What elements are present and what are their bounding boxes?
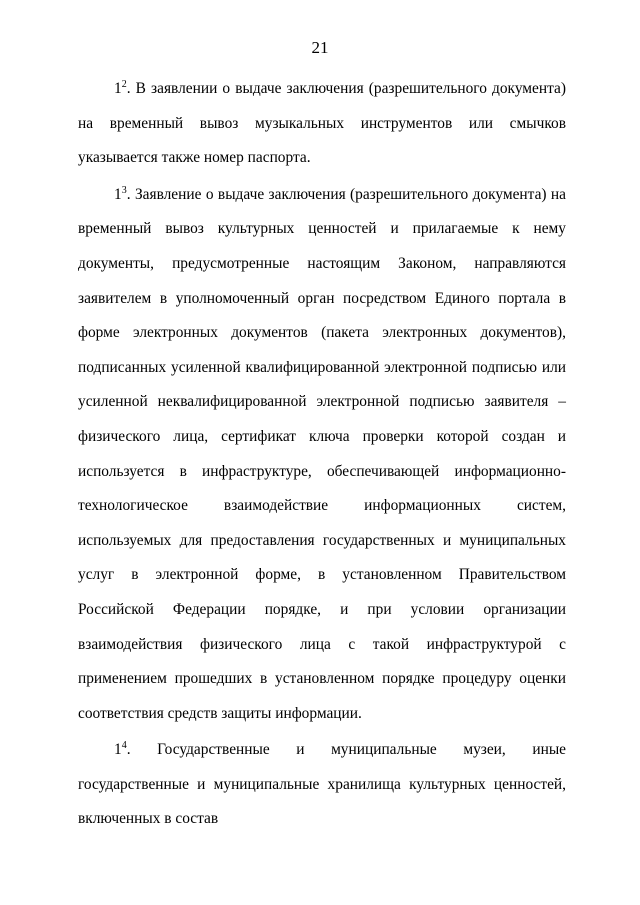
paragraph-text: . Государственные и муниципальные музеи, иные государственные и муниципальные хранилища культурных ценностей, включенных в состав (78, 741, 566, 828)
paragraph-text: . В заявлении о выдаче заключения (разрешительного документа) на временный вывоз музыкальных инструментов или смычков указывается также номер паспорта. (78, 80, 566, 167)
marker-number: 1 (114, 185, 122, 203)
paragraph-text: . Заявление о выдаче заключения (разрешительного документа) на временный вывоз культурных ценностей и прилагаемые к нему документы, предусмотренные настоящим Законом, направляются заявителем в уполномоченный орган посредством Единого портала в форме электронных документов (пакета электронных документов), подписанных усиленной квалифицированной электронной подписью или усиленной неквалифицированной электронной подписью заявителя – физического лица, сертификат ключа проверки которой создан и используется в инфраструктуре, обеспечивающей информационно-технологическое взаимодействие информационных систем, используемых для предоставления государственных и муниципальных услуг в электронной форме, в установленном Правительством Российской Федерации порядке, и при условии организации взаимодействия физического лица с такой инфраструктурой с применением прошедших в установленном порядке процедуру оценки соответствия средств защиты информации. (78, 185, 566, 722)
paragraph-marker (114, 80, 127, 97)
paragraph-1-3 (78, 178, 566, 732)
page-number: 21 (311, 38, 329, 57)
marker-number: 1 (114, 80, 122, 97)
marker-superscript: 4 (121, 740, 127, 752)
paragraph-marker (114, 741, 127, 758)
paragraph-1-2 (78, 72, 566, 176)
paragraph-marker (114, 186, 127, 203)
marker-superscript: 2 (121, 79, 127, 90)
marker-superscript: 3 (121, 184, 127, 196)
document-body (78, 72, 566, 837)
paragraph-1-4 (78, 733, 566, 837)
marker-number: 1 (114, 741, 122, 759)
